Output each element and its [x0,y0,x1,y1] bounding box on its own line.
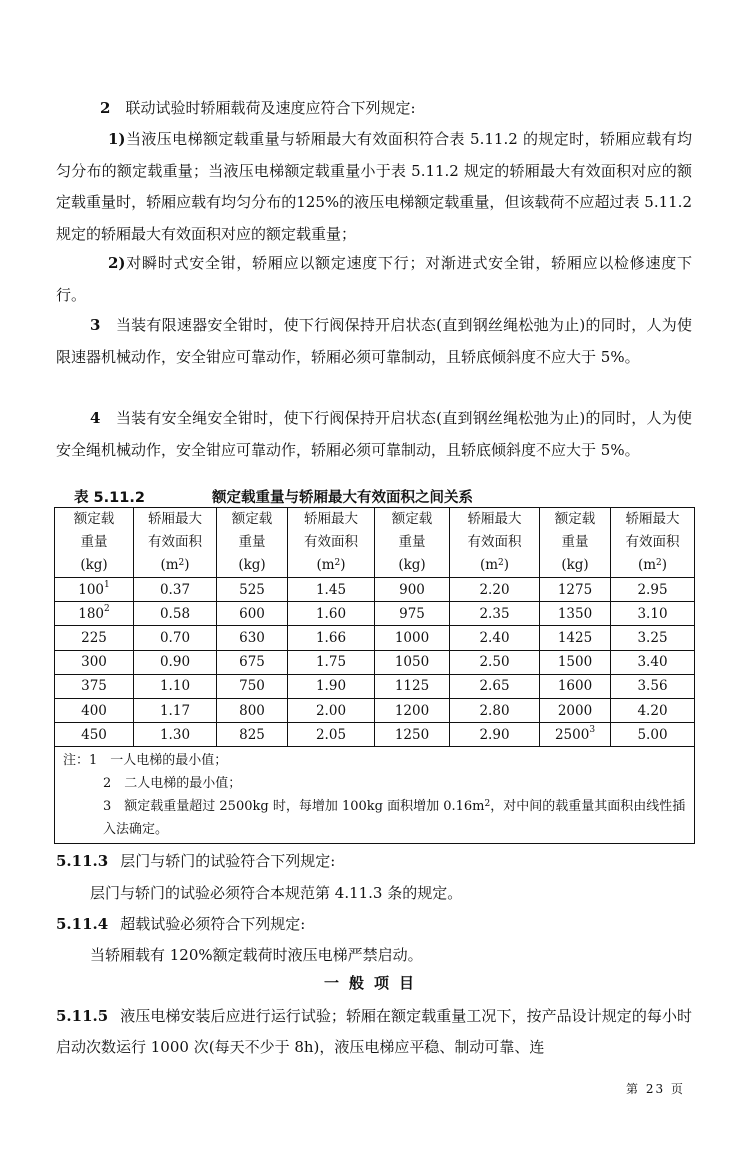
max-area-cell: 2.80 [450,698,540,722]
section-5-11-4-heading [56,909,692,940]
paragraph-2-2 [56,248,692,311]
item-number: 4 [90,409,101,427]
header-max-area: 轿厢最大 有效面积 $(m^2)$ [611,508,695,578]
rated-load-cell: 1500 [540,650,611,674]
max-area-cell: 1.75 [288,650,375,674]
rated-load-cell: 1200 [375,698,450,722]
paragraph-4 [56,403,692,466]
rated-load-cell: 225 [55,626,134,650]
rated-load-cell: $100^1$ [55,578,134,602]
header-rated-load: 额定载 重量 (kg) [217,508,288,578]
note-1: 注：1 一人电梯的最小值； [63,753,228,769]
max-area-cell: 2.35 [450,602,540,626]
table-number: 表 5.11.2 [74,490,145,506]
section-5-11-5 [56,1001,692,1063]
max-area-cell: 0.70 [134,626,217,650]
rated-load-cell: 2000 [540,698,611,722]
paragraph-2 [56,93,692,125]
rated-load-cell: 750 [217,674,288,698]
paragraph-text: 对瞬时式安全钳，轿厢应以额定速度下行；对渐进式安全钳，轿厢应以检修速度下行。 [56,254,692,304]
rated-load-cell: 375 [55,674,134,698]
header-rated-load: 额定载 重量 (kg) [375,508,450,578]
item-number: 1) [108,130,126,148]
max-area-cell: 5.00 [611,723,695,747]
rated-load-cell: 1250 [375,723,450,747]
max-area-cell: 1.60 [288,602,375,626]
paragraph-text: 当装有安全绳安全钳时，使下行阀保持开启状态(直到钢丝绳松弛为止)的同时，人为使安全绳机械动作，安全钳应可靠动作，轿厢必须可靠制动，且轿底倾斜度不应大于 5%。 [56,409,692,459]
max-area-cell: 1.10 [134,674,217,698]
section-text: 液压电梯安装后应进行运行试验；轿厢在额定载重量工况下，按产品设计规定的每小时启动次数运行 1000 次(每天不少于 8h)，液压电梯应平稳、制动可靠、连 [56,1007,692,1056]
max-area-cell: 1.17 [134,698,217,722]
table-header-row [55,508,695,578]
rated-load-cell: 525 [217,578,288,602]
max-area-cell: 4.20 [611,698,695,722]
rated-load-cell: 450 [55,723,134,747]
section-title: 层门与轿门的试验符合下列规定: [120,852,336,870]
paragraph-text: 当液压电梯额定载重量与轿厢最大有效面积符合表 5.11.2 的规定时，轿厢应载有均匀分布的额定载重量；当液压电梯额定载重量小于表 5.11.2 规定的轿厢最大有效面积对应的额定载重量时，轿厢应载有均匀分布的125%的液压电梯额定载重量，但该载荷不应超过表 5.11.2 规定的轿厢最大有效面积对应的额定载重量； [56,130,692,243]
rated-load-cell: 600 [217,602,288,626]
max-area-cell: 3.25 [611,626,695,650]
paragraph-text: 联动试验时轿厢载荷及速度应符合下列规定: [125,99,416,117]
item-number: 3 [90,316,101,334]
general-items-heading: 一般项目 [323,974,424,992]
max-area-cell: 1.30 [134,723,217,747]
max-area-cell: 2.05 [288,723,375,747]
max-area-cell: 2.90 [450,723,540,747]
rated-load-cell: 400 [55,698,134,722]
max-area-cell: 0.90 [134,650,217,674]
max-area-cell: 2.50 [450,650,540,674]
max-area-cell: 2.20 [450,578,540,602]
paragraph-3 [56,310,692,373]
header-rated-load: 额定载 重量 (kg) [55,508,134,578]
section-5-11-3-body: 层门与轿门的试验必须符合本规范第 4.11.3 条的规定。 [90,884,463,902]
section-title: 超载试验必须符合下列规定: [120,915,306,933]
paragraph-text: 当装有限速器安全钳时，使下行阀保持开启状态(直到钢丝绳松弛为止)的同时，人为使限速器机械动作，安全钳应可靠动作，轿厢必须可靠制动，且轿底倾斜度不应大于 5%。 [56,316,692,366]
max-area-cell: 0.37 [134,578,217,602]
table-row [55,578,695,602]
max-area-cell: 3.40 [611,650,695,674]
max-area-cell: 2.95 [611,578,695,602]
item-number: 2) [108,254,126,272]
table-row [55,602,695,626]
rated-load-cell: 1000 [375,626,450,650]
paragraph-2-1 [56,124,692,250]
rated-load-cell: 900 [375,578,450,602]
table-title: 额定载重量与轿厢最大有效面积之间关系 [212,490,473,506]
max-area-cell: 1.66 [288,626,375,650]
rated-load-cell: 675 [217,650,288,674]
max-area-cell: 3.56 [611,674,695,698]
max-area-cell: 2.40 [450,626,540,650]
item-number: 2 [100,99,111,117]
rated-load-cell: 1275 [540,578,611,602]
section-number: 5.11.5 [56,1007,109,1025]
rated-load-cell: 800 [217,698,288,722]
rated-load-cell: 630 [217,626,288,650]
max-area-cell: 0.58 [134,602,217,626]
section-5-11-3-heading [56,846,692,877]
rated-load-cell: 1425 [540,626,611,650]
load-area-table [54,507,695,844]
rated-load-cell: 1350 [540,602,611,626]
rated-load-cell: 1125 [375,674,450,698]
note-2: 2 二人电梯的最小值； [103,776,242,792]
table-row [55,626,695,650]
header-max-area: 轿厢最大 有效面积 $(m^2)$ [450,508,540,578]
table-row [55,698,695,722]
table-row [55,674,695,698]
rated-load-cell: 300 [55,650,134,674]
page-number: 第 23 页 [626,1082,685,1096]
table-notes [55,747,695,844]
section-5-11-4-body: 当轿厢载有 120%额定载荷时液压电梯严禁启动。 [90,946,423,964]
section-number: 5.11.3 [56,852,109,870]
table-row [55,650,695,674]
rated-load-cell: 2500$^3$ [540,723,611,747]
rated-load-cell: 1600 [540,674,611,698]
rated-load-cell: $180^2$ [55,602,134,626]
table-row [55,723,695,747]
rated-load-cell: 1050 [375,650,450,674]
table-caption [74,486,634,506]
rated-load-cell: 975 [375,602,450,626]
max-area-cell: 1.45 [288,578,375,602]
max-area-cell: 2.65 [450,674,540,698]
header-max-area: 轿厢最大 有效面积 $(m^2)$ [134,508,217,578]
header-rated-load: 额定载 重量 (kg) [540,508,611,578]
max-area-cell: 1.90 [288,674,375,698]
header-max-area: 轿厢最大 有效面积 $(m^2)$ [288,508,375,578]
max-area-cell: 2.00 [288,698,375,722]
rated-load-cell: 825 [217,723,288,747]
max-area-cell: 3.10 [611,602,695,626]
section-number: 5.11.4 [56,915,109,933]
note-3: 3 额定载重量超过 2500kg 时，每增加 100kg 面积增加 $0.16m^2$，对中间的载重量其面积由线性插入法确定。 [103,799,686,838]
